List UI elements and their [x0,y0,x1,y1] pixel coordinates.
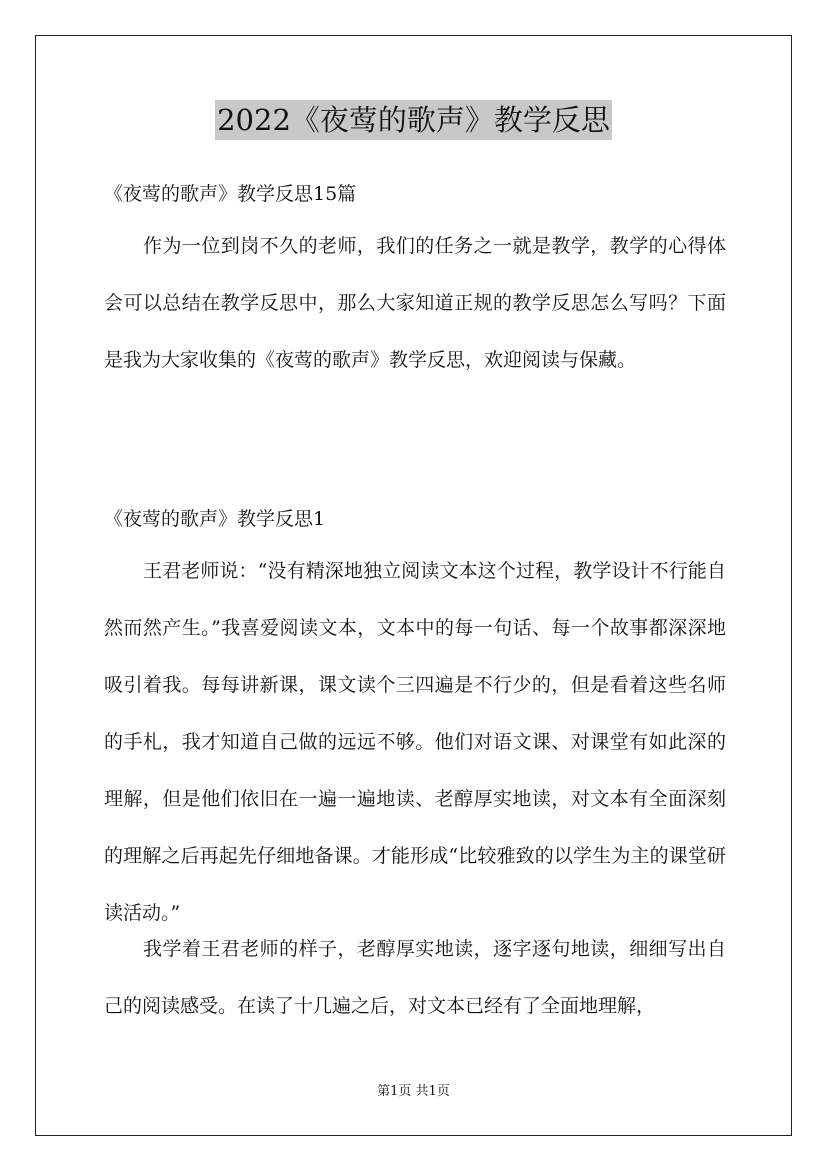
section-heading: 《夜莺的歌声》教学反思1 [104,508,326,530]
document-title: 2022《夜莺的歌声》教学反思 [215,100,612,140]
body-paragraph-1: 王君老师说：“没有精深地独立阅读文本这个过程，教学设计不行能自然而然产生。”我喜爱阅读文本，文本中的每一句话、每一个故事都深深地吸引着我。每每讲新课，课文读个三四遍是不行少的，但是看着这些名师的手札，我才知道自己做的远远不够。他们对语文课、对课堂有如此深的理解，但是他们依旧在一遍一遍地读、老醇厚实地读，对文本有全面深刻的理解之后再起先仔细地备课。才能形成“比较雅致的以学生为主的课堂研读活动。” [104,560,726,924]
intro-paragraph: 作为一位到岗不久的老师，我们的任务之一就是教学，教学的心得体会可以总结在教学反思中，那么大家知道正规的教学反思怎么写吗？下面是我为大家收集的《夜莺的歌声》教学反思，欢迎阅读与保藏。 [104,235,726,371]
body-paragraph-2: 我学着王君老师的样子，老醇厚实地读，逐字逐句地读，细细写出自己的阅读感受。在读了十几遍之后，对文本已经有了全面地理解， [104,938,726,1017]
page-footer: 第1页 共1页 [377,1084,450,1099]
title-container [0,100,827,140]
document-subtitle: 《夜莺的歌声》教学反思15篇 [104,183,357,205]
